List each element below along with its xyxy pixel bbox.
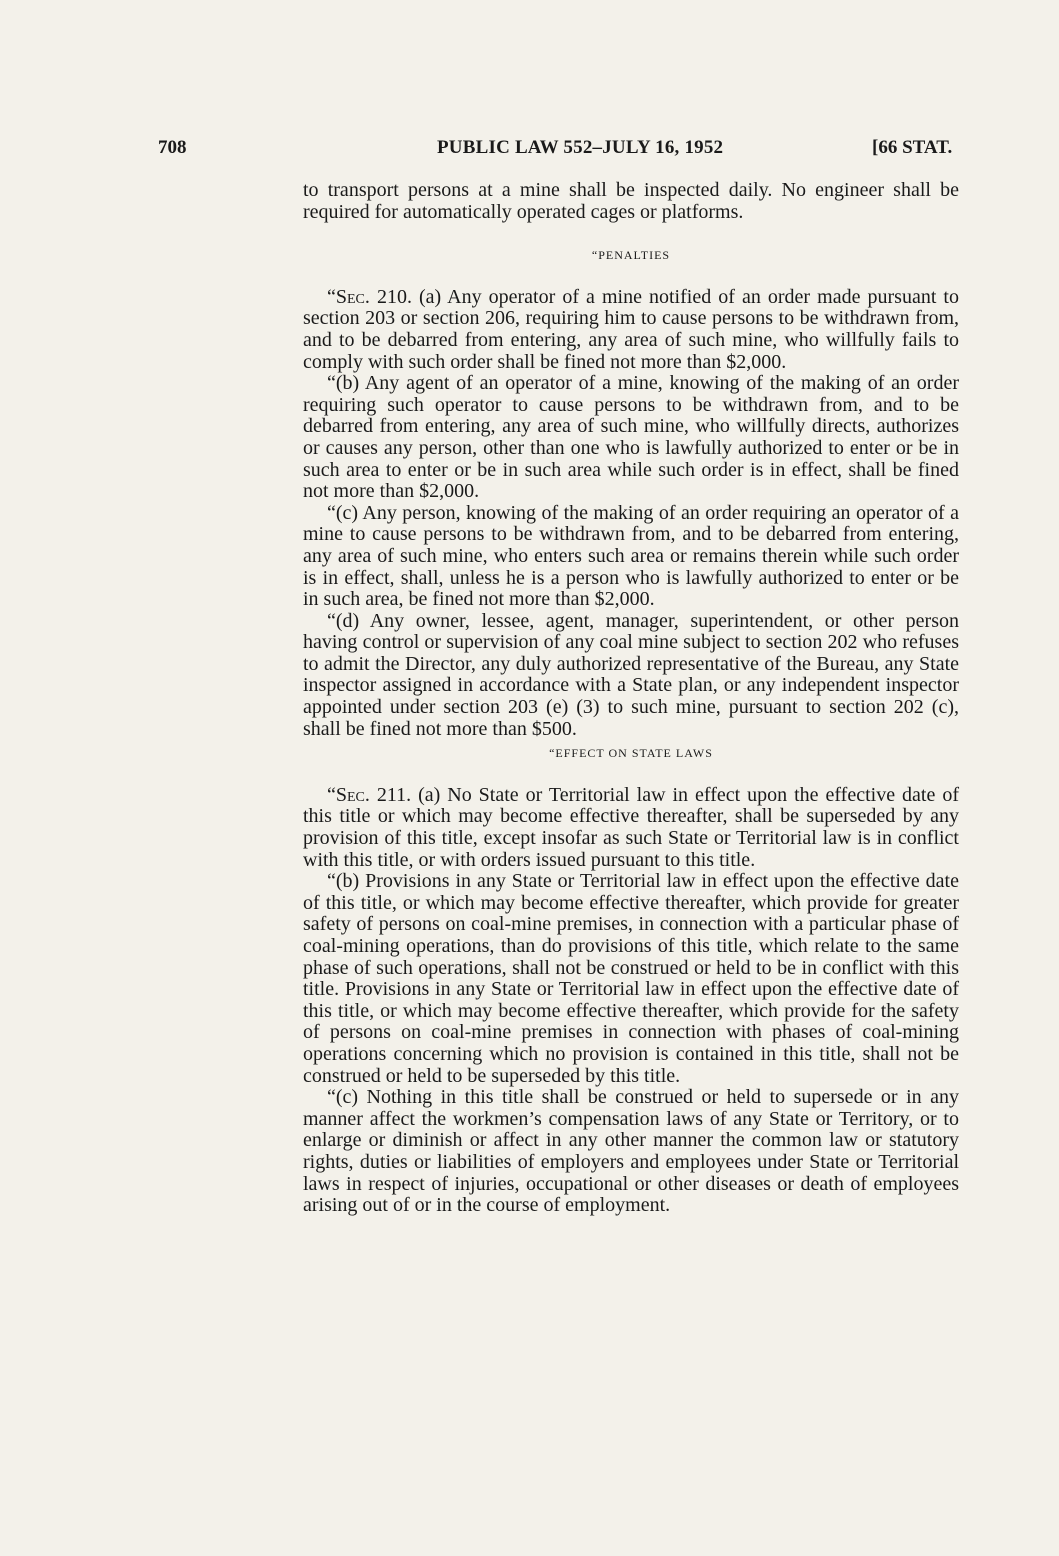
opening-paragraph: to transport persons at a mine shall be inspected daily. No engineer shall be required for automatically operated cages or platforms.	[303, 179, 959, 223]
section-label: “Sec.	[327, 783, 370, 806]
volume-reference: [66 STAT.	[872, 137, 953, 158]
section-text: 211. (a) No State or Territorial law in effect upon the effective date of this title or which may become effective thereafter, shall be superseded by any provision of this title, except insofar as such State or Territorial law is in conflict with this title, or with orders issued pursuant to this title.	[303, 783, 959, 871]
section-211-b: “(b) Provisions in any State or Territorial law in effect upon the effective date of this title, or which may become effective thereafter, which provide for greater safety of persons on coal-mine premises, in connection with a particular phase of coal-mining operations, than do provisions of this title, which relate to the same phase of such operations, shall not be construed or held to be in conflict with this title. Provisions in any State or Territorial law in effect upon the effective date of this title, or which may become effective thereafter, which provide for the safety of persons on coal-mine premises in connection with phases of coal-mining operations concerning which no provision is contained in this title, shall not be construed or held to be superseded by this title.	[303, 870, 959, 1087]
section-211-a	[303, 785, 959, 871]
section-210-a	[303, 287, 959, 373]
section-label: “Sec.	[327, 285, 370, 308]
section-text: 210. (a) Any operator of a mine notified of an order made pursuant to section 203 or section 206, requiring him to cause persons to be withdrawn from, and to be debarred from entering, any area of such mine, who willfully fails to comply with such order shall be fined not more than $2,000.	[303, 285, 959, 373]
document-body	[303, 180, 959, 1217]
page-number: 708	[158, 137, 187, 158]
section-210-d: “(d) Any owner, lessee, agent, manager, superintendent, or other person having control or supervision of any coal mine subject to section 202 who refuses to admit the Director, any duly authorized representative of the Bureau, any State inspector assigned in accordance with a State plan, or any independent inspector appointed under section 203 (e) (3) to such mine, pursuant to section 202 (c), shall be fined not more than $500.	[303, 609, 959, 740]
section-210-b: “(b) Any agent of an operator of a mine, knowing of the making of an order requiring such operator to cause persons to be withdrawn from, and to be debarred from entering, any area of such mine, who willfully directs, authorizes or causes any person, other than one who is lawfully authorized to enter or be in such area to enter or be in such area while such order is in effect, shall be fined not more than $2,000.	[303, 372, 959, 503]
heading-effect-on-state-laws: “EFFECT ON STATE LAWS	[549, 746, 713, 761]
section-210-c: “(c) Any person, knowing of the making of an order requiring an operator of a mine to cause persons to be withdrawn from, and to be debarred from entering, any area of such mine, who enters such area or remains therein while such order is in effect, shall, unless he is a person who is lawfully authorized to enter or be in such area, be fined not more than $2,000.	[303, 501, 959, 611]
section-211-c: “(c) Nothing in this title shall be construed or held to supersede or in any manner affect the workmen’s compensation laws of any State or Territory, or to enlarge or diminish or affect in any other manner the common law or statutory rights, duties or liabilities of employers and employees under State or Territorial laws in respect of injuries, occupational or other diseases or death of employees arising out of or in the course of employment.	[303, 1086, 959, 1217]
running-title: PUBLIC LAW 552–JULY 16, 1952	[437, 137, 724, 158]
heading-penalties: “PENALTIES	[591, 248, 671, 263]
